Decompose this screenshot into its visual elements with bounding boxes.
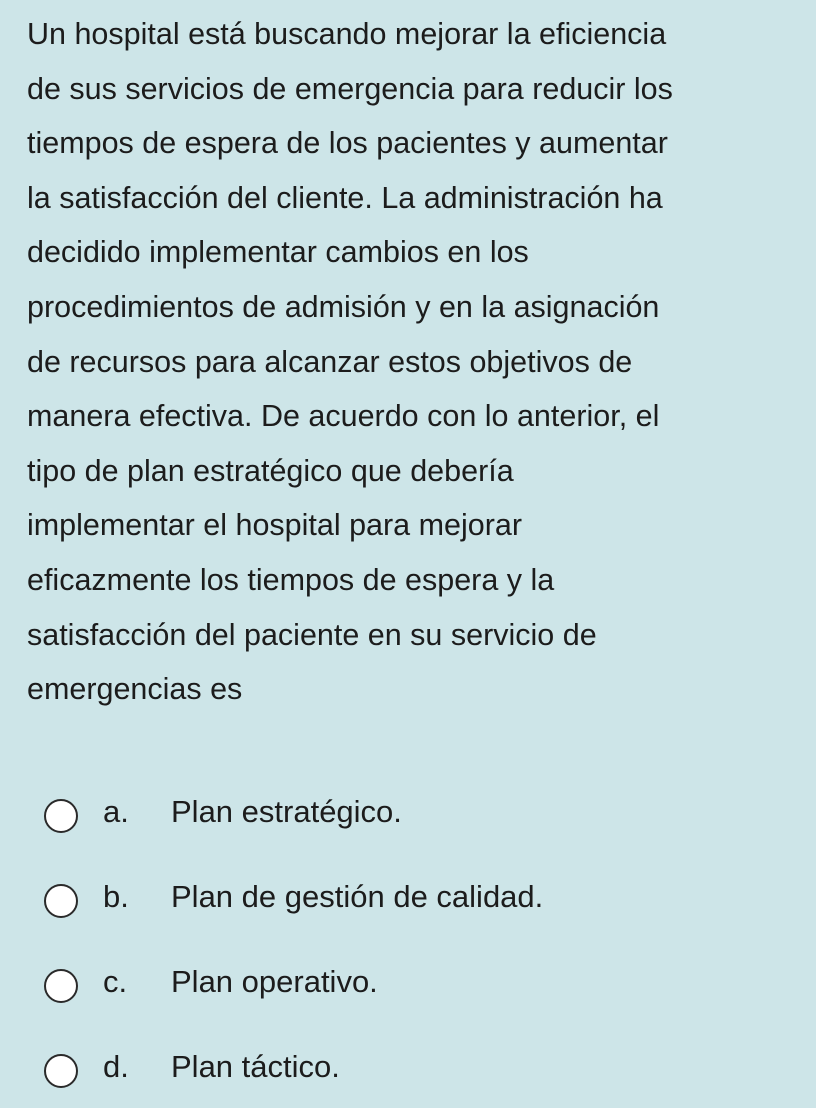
question-line: tipo de plan estratégico que debería [27, 453, 514, 488]
option-letter-a: a. [103, 794, 129, 829]
option-a[interactable] [0, 777, 816, 847]
option-label-b[interactable]: Plan de gestión de calidad. [171, 879, 544, 914]
radio-button-c[interactable] [44, 969, 78, 1003]
question-line: de sus servicios de emergencia para reducir los [27, 71, 673, 106]
option-label-a[interactable]: Plan estratégico. [171, 794, 402, 829]
option-letter-d: d. [103, 1049, 129, 1084]
option-label-d[interactable]: Plan táctico. [171, 1049, 340, 1084]
question-line: procedimientos de admisión y en la asignación [27, 289, 660, 324]
option-c[interactable] [0, 947, 816, 1017]
radio-button-d[interactable] [44, 1054, 78, 1088]
question-line: satisfacción del paciente en su servicio de [27, 617, 597, 652]
question-line: decidido implementar cambios en los [27, 235, 529, 270]
question-line: implementar el hospital para mejorar [27, 508, 522, 543]
question-text [27, 7, 802, 717]
option-letter-b: b. [103, 879, 129, 914]
question-line: eficazmente los tiempos de espera y la [27, 562, 555, 597]
option-label-c[interactable]: Plan operativo. [171, 964, 378, 999]
question-line: manera efectiva. De acuerdo con lo anterior, el [27, 399, 660, 434]
question-line: Un hospital está buscando mejorar la eficiencia [27, 17, 667, 51]
question-line: de recursos para alcanzar estos objetivos de [27, 344, 633, 379]
radio-button-b[interactable] [44, 884, 78, 918]
question-line: la satisfacción del cliente. La administración ha [27, 180, 663, 215]
question-line: emergencias es [27, 672, 243, 707]
option-b[interactable] [0, 862, 816, 932]
question-line: tiempos de espera de los pacientes y aumentar [27, 126, 668, 161]
option-letter-c: c. [103, 964, 128, 999]
radio-button-a[interactable] [44, 799, 78, 833]
option-d[interactable] [0, 1032, 816, 1102]
